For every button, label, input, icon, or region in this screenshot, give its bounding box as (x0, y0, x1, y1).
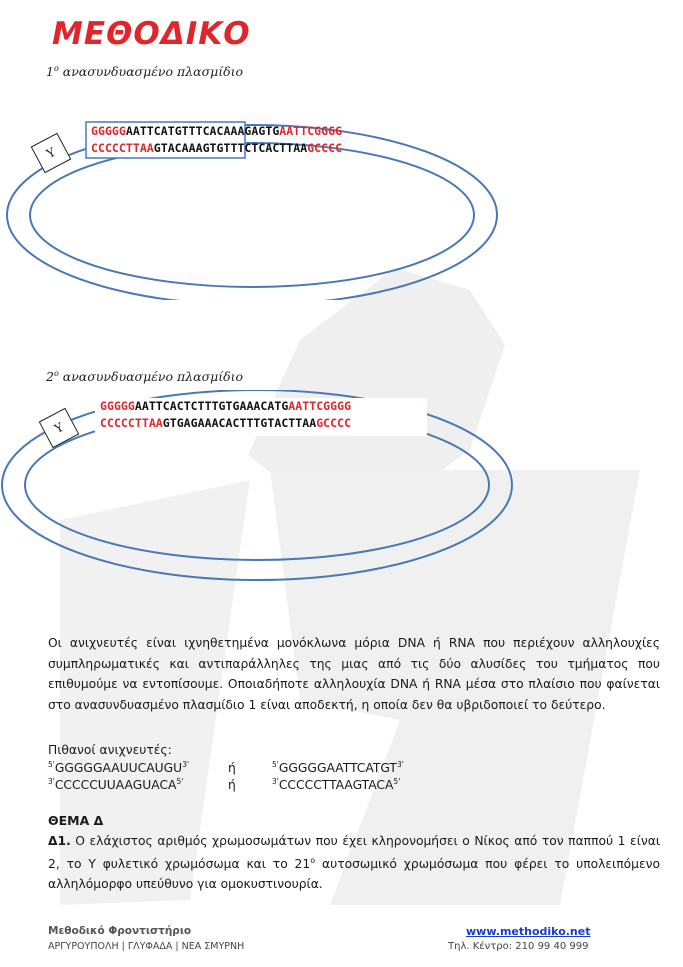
plasmid2-y-marker: Y (39, 408, 80, 449)
section-heading: ΘΕΜΑ Δ (48, 813, 104, 828)
probe-dna-3to5: $^{3'}CCCCCTTAAGTACA^{5'}$ (272, 777, 401, 793)
brand-logo: ΜΕΘΟΔΙΚΟ (52, 16, 251, 52)
plasmid2-bottom-strand: CCCCCTTAAGTGAGAAACACTTTGTACTTAAGCCCC (100, 416, 352, 430)
plasmid1-top-strand: GGGGGAATTCATGTTTCACAAAGAGTGAATTCGGGG (91, 124, 343, 138)
probes-label: Πιθανοί ανιχνευτές: (48, 743, 172, 757)
footer-website-link[interactable]: www.methodiko.net (466, 925, 591, 938)
or-label: ή (228, 778, 236, 792)
probe-rna-5to3: $^{5'}GGGGGAAUUCAUGU^{3'}$ (48, 760, 190, 776)
footer-phone: Τηλ. Κέντρο: 210 99 40 999 (448, 941, 589, 952)
plasmid1-bottom-strand: CCCCCTTAAGTACAAAGTGTTTCTCACTTAAGCCCC (91, 141, 343, 155)
plasmid1-diagram (0, 110, 683, 300)
probe-dna-5to3: $^{5'}GGGGGAATTCATGT^{3'}$ (272, 760, 404, 776)
plasmid1-y-marker: Y (31, 133, 72, 174)
plasmid1-caption: $1^o$ ανασυνδυασμένο πλασμίδιο (46, 64, 244, 80)
d1-answer-paragraph: Δ1. Ο ελάχιστος αριθμός χρωμοσωμάτων που έχει κληρονομήσει ο Νίκος από τον παππού 1 είναι 2, το Υ φυλετικό χρωμόσωμα και το $21^o$ αυτοσωμικό χρωμόσωμα που φέρει το υπολειπόμενο αλληλόμορφο υπεύθυνο για ομοκυστινουρία. (48, 834, 660, 892)
or-label: ή (228, 761, 236, 775)
plasmid2-caption: $2^o$ ανασυνδυασμένο πλασμίδιο (46, 369, 244, 385)
footer-brand-name: Μεθοδικό Φροντιστήριο (48, 925, 192, 937)
probe-rna-3to5: $^{3'}CCCCCUUAAGUACA^{5'}$ (48, 777, 184, 793)
plasmid2-top-strand: GGGGGAATTCACTCTTTGTGAAACATGAATTCGGGG (100, 399, 352, 413)
footer-locations: ΑΡΓΥΡΟΥΠΟΛΗ | ΓΛΥΦΑΔΑ | ΝΕΑ ΣΜΥΡΝΗ (48, 941, 245, 952)
probe-explanation-paragraph: Οι ανιχνευτές είναι ιχνηθετημένα μονόκλωνα μόρια DNA ή RNA που περιέχουν αλληλουχίες συμπληρωματικές και αντιπαράλληλες της μιας από τις δύο αλυσίδες του τμήματος που επιθυμούμε να εντοπίσουμε. Οποιαδήποτε αλληλουχία DNA ή RNA μέσα στο πλαίσιο που φαίνεται στο ανασυνδυασμένο πλασμίδιο 1 είναι αποδεκτή, η οποία δεν θα υβριδοποιεί το δεύτερο. (48, 636, 660, 712)
